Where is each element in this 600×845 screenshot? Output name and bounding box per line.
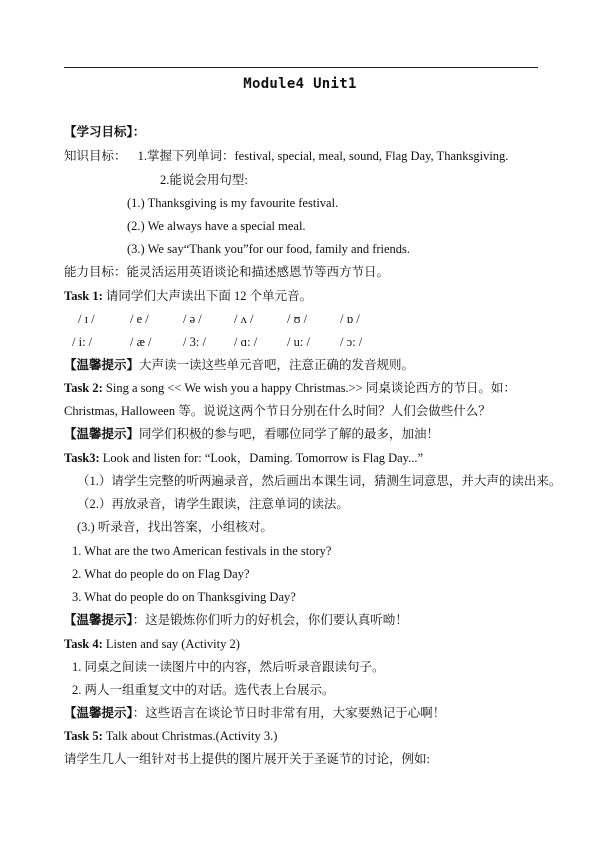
knowledge-label: 知识目标：: [64, 149, 127, 163]
phoneme: / ə /: [183, 312, 202, 326]
ability-objective: 能力目标：能灵活运用英语谈论和描述感恩节等西方节日。: [64, 265, 390, 279]
task4-label: Task 4:: [64, 637, 103, 651]
task4-step-2: 2. 两人一组重复文中的对话。选代表上台展示。: [72, 683, 335, 697]
tip-3-text: ：这是锻炼你们听力的好机会，你们要认真听呦！: [132, 613, 408, 627]
task4-text: Listen and say (Activity 2): [102, 637, 240, 651]
task3-line: [64, 450, 423, 466]
tip-4: [64, 705, 445, 721]
task4-line: [64, 636, 240, 652]
task3-label: Task3:: [64, 451, 100, 465]
tip-label: 【温馨提示】: [64, 358, 140, 372]
sentence-1: (1.) Thanksgiving is my favourite festival.: [127, 196, 339, 210]
phoneme: / ɑ: /: [234, 335, 258, 349]
phoneme: / ʌ /: [234, 312, 254, 326]
task2-line-2: Christmas, Halloween 等。说说这两个节日分别在什么时间？人们会做些什么？: [64, 404, 491, 418]
task4-step-1: 1. 同桌之间读一读图片中的内容，然后听录音跟读句子。: [72, 660, 385, 674]
header-rule: [64, 67, 538, 68]
task3-step-3: (3.) 听录音，找出答案，小组核对。: [77, 520, 273, 534]
task2-label: Task 2:: [64, 381, 103, 395]
phoneme: / e /: [130, 312, 149, 326]
tip-4-text: ：这些语言在谈论节日时非常有用，大家要熟记于心啊！: [132, 706, 446, 720]
phoneme: / ɔ: /: [340, 335, 363, 349]
knowledge-item-1: 1.掌握下列单词：festival, special, meal, sound, Flag Day, Thanksgiving.: [137, 149, 509, 163]
knowledge-objective-line: [64, 148, 508, 164]
objectives-heading: 【学习目标】：: [64, 125, 146, 139]
phoneme: / 3: /: [183, 335, 206, 349]
tip-label: 【温馨提示】: [64, 613, 133, 627]
phoneme: / i: /: [72, 335, 93, 349]
phoneme: / ʊ /: [287, 312, 308, 326]
task2-text: Sing a song << We wish you a happy Christmas.>> 同桌谈论西方的节日。如：: [102, 381, 516, 395]
sentence-3: (3.) We say“Thank you”for our food, family and friends.: [127, 242, 411, 256]
task1-text: 请同学们大声读出下面 12 个单元音。: [102, 289, 313, 303]
task1-label: Task 1:: [64, 289, 103, 303]
question-1: 1. What are the two American festivals in the story?: [72, 544, 332, 558]
tip-1-text: 大声读一读这些单元音吧，注意正确的发音规则。: [139, 358, 415, 372]
tip-2: [64, 426, 439, 442]
task3-step-1: （1.）请学生完整的听两遍录音，然后画出本课生词，猜测生词意思，并大声的读出来。: [77, 474, 562, 488]
tip-1: [64, 357, 414, 373]
phoneme: / æ /: [130, 335, 152, 349]
tip-3: [64, 612, 408, 628]
page-title: Module4 Unit1: [243, 76, 357, 92]
task5-line: [64, 728, 277, 744]
phoneme: / ɪ /: [78, 312, 95, 326]
tip-2-text: 同学们积极的参与吧，看哪位同学了解的最多，加油！: [139, 427, 440, 441]
question-3: 3. What do people do on Thanksgiving Day?: [72, 590, 296, 604]
tip-label: 【温馨提示】: [64, 427, 140, 441]
sentence-2: (2.) We always have a special meal.: [127, 219, 306, 233]
task3-step-2: （2.）再放录音，请学生跟读，注意单词的读法。: [77, 497, 349, 511]
task2-line-1: [64, 380, 516, 396]
question-2: 2. What do people do on Flag Day?: [72, 567, 250, 581]
task1-line: [64, 288, 312, 304]
phoneme: / u: /: [287, 335, 310, 349]
phoneme: / ɒ /: [340, 312, 360, 326]
task5-text: Talk about Christmas.(Activity 3.): [102, 729, 278, 743]
task5-label: Task 5:: [64, 729, 103, 743]
tip-label: 【温馨提示】: [64, 706, 133, 720]
final-instruction: 请学生几人一组针对书上提供的图片展开关于圣诞节的讨论，例如:: [64, 752, 430, 766]
task3-text: Look and listen for: “Look，Daming. Tomorrow is Flag Day...”: [99, 451, 424, 465]
knowledge-item-2: 2.能说会用句型:: [160, 173, 248, 187]
